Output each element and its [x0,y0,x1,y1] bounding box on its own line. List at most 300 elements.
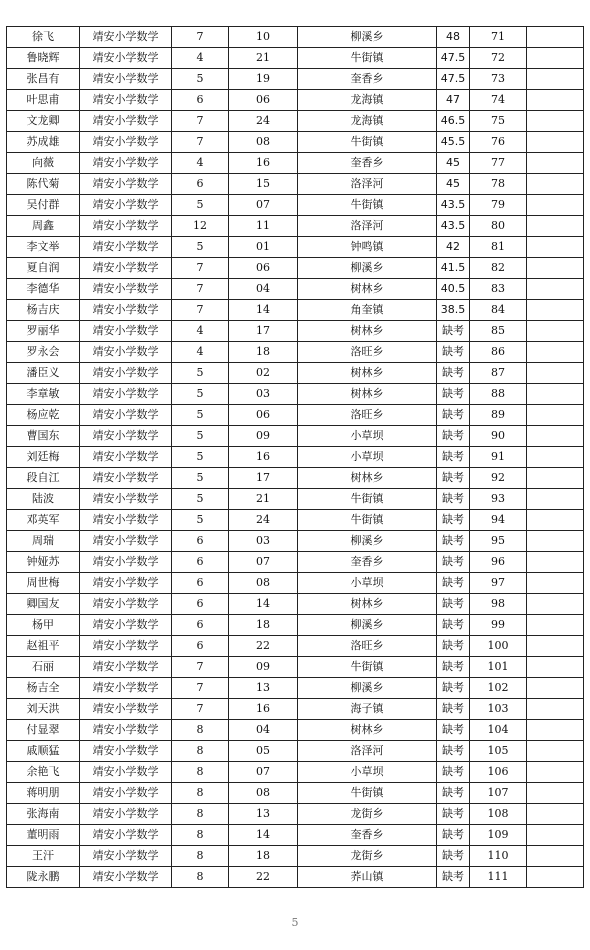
remark-cell [527,216,584,237]
name-cell: 文龙卿 [7,111,80,132]
rank-cell: 98 [470,594,527,615]
remark-cell [527,132,584,153]
remark-cell [527,300,584,321]
subject-cell: 靖安小学数学 [80,783,172,804]
township-cell: 小草坝 [298,447,437,468]
score-cell: 45 [437,174,470,195]
name-cell: 李文举 [7,237,80,258]
remark-cell [527,27,584,48]
township-cell: 洛泽河 [298,174,437,195]
township-cell: 洛泽河 [298,216,437,237]
score-cell: 缺考 [437,783,470,804]
remark-cell [527,762,584,783]
rank-cell: 93 [470,489,527,510]
subject-cell: 靖安小学数学 [80,132,172,153]
remark-cell [527,90,584,111]
remark-cell [527,594,584,615]
subject-cell: 靖安小学数学 [80,69,172,90]
seat-cell: 16 [229,447,298,468]
seat-cell: 09 [229,657,298,678]
subject-cell: 靖安小学数学 [80,153,172,174]
exam-room-cell: 5 [172,384,229,405]
township-cell: 小草坝 [298,426,437,447]
table-row [7,216,584,237]
exam-room-cell: 6 [172,90,229,111]
township-cell: 奎香乡 [298,552,437,573]
subject-cell: 靖安小学数学 [80,699,172,720]
rank-cell: 108 [470,804,527,825]
table-row [7,783,584,804]
name-cell: 杨吉庆 [7,300,80,321]
remark-cell [527,48,584,69]
score-cell: 缺考 [437,510,470,531]
name-cell: 段自江 [7,468,80,489]
score-cell: 缺考 [437,741,470,762]
table-row [7,531,584,552]
table-row [7,258,584,279]
remark-cell [527,153,584,174]
seat-cell: 08 [229,132,298,153]
seat-cell: 14 [229,300,298,321]
table-row [7,27,584,48]
township-cell: 牛街镇 [298,657,437,678]
score-cell: 45.5 [437,132,470,153]
name-cell: 周鑫 [7,216,80,237]
seat-cell: 13 [229,804,298,825]
table-row [7,426,584,447]
remark-cell [527,279,584,300]
name-cell: 曹国东 [7,426,80,447]
table-row [7,489,584,510]
remark-cell [527,699,584,720]
name-cell: 向薇 [7,153,80,174]
exam-room-cell: 8 [172,867,229,888]
rank-cell: 72 [470,48,527,69]
seat-cell: 17 [229,468,298,489]
rank-cell: 109 [470,825,527,846]
score-cell: 缺考 [437,342,470,363]
score-cell: 缺考 [437,573,470,594]
exam-room-cell: 6 [172,174,229,195]
name-cell: 刘廷梅 [7,447,80,468]
subject-cell: 靖安小学数学 [80,825,172,846]
seat-cell: 07 [229,762,298,783]
seat-cell: 08 [229,783,298,804]
name-cell: 卿国友 [7,594,80,615]
township-cell: 树林乡 [298,594,437,615]
subject-cell: 靖安小学数学 [80,489,172,510]
exam-room-cell: 4 [172,48,229,69]
township-cell: 树林乡 [298,720,437,741]
remark-cell [527,552,584,573]
remark-cell [527,321,584,342]
township-cell: 洛旺乡 [298,636,437,657]
exam-room-cell: 8 [172,804,229,825]
table-row [7,510,584,531]
exam-room-cell: 5 [172,489,229,510]
exam-room-cell: 8 [172,741,229,762]
exam-room-cell: 4 [172,321,229,342]
seat-cell: 16 [229,699,298,720]
score-cell: 47.5 [437,48,470,69]
exam-room-cell: 5 [172,468,229,489]
score-cell: 缺考 [437,531,470,552]
rank-cell: 74 [470,90,527,111]
seat-cell: 18 [229,342,298,363]
seat-cell: 02 [229,363,298,384]
table-row [7,69,584,90]
score-cell: 43.5 [437,216,470,237]
township-cell: 牛街镇 [298,489,437,510]
table-row [7,846,584,867]
name-cell: 张昌有 [7,69,80,90]
township-cell: 树林乡 [298,468,437,489]
seat-cell: 08 [229,573,298,594]
table-row [7,300,584,321]
rank-cell: 94 [470,510,527,531]
table-row [7,195,584,216]
remark-cell [527,342,584,363]
subject-cell: 靖安小学数学 [80,174,172,195]
table-row [7,867,584,888]
seat-cell: 14 [229,825,298,846]
table-row [7,678,584,699]
subject-cell: 靖安小学数学 [80,90,172,111]
subject-cell: 靖安小学数学 [80,300,172,321]
score-cell: 缺考 [437,636,470,657]
table-row [7,825,584,846]
township-cell: 角奎镇 [298,300,437,321]
rank-cell: 77 [470,153,527,174]
seat-cell: 16 [229,153,298,174]
score-cell: 缺考 [437,384,470,405]
score-cell: 缺考 [437,678,470,699]
seat-cell: 07 [229,195,298,216]
table-row [7,720,584,741]
township-cell: 柳溪乡 [298,678,437,699]
township-cell: 小草坝 [298,762,437,783]
remark-cell [527,468,584,489]
name-cell: 钟娅苏 [7,552,80,573]
seat-cell: 11 [229,216,298,237]
name-cell: 鲁晓辉 [7,48,80,69]
rank-cell: 86 [470,342,527,363]
seat-cell: 09 [229,426,298,447]
remark-cell [527,489,584,510]
table-row [7,174,584,195]
name-cell: 戚顺猛 [7,741,80,762]
score-cell: 缺考 [437,762,470,783]
table-row [7,363,584,384]
subject-cell: 靖安小学数学 [80,447,172,468]
table-row [7,804,584,825]
subject-cell: 靖安小学数学 [80,636,172,657]
remark-cell [527,783,584,804]
table-row [7,594,584,615]
subject-cell: 靖安小学数学 [80,216,172,237]
rank-cell: 76 [470,132,527,153]
exam-room-cell: 6 [172,573,229,594]
remark-cell [527,237,584,258]
rank-cell: 87 [470,363,527,384]
township-cell: 树林乡 [298,384,437,405]
remark-cell [527,573,584,594]
score-cell: 缺考 [437,426,470,447]
name-cell: 王汗 [7,846,80,867]
rank-cell: 91 [470,447,527,468]
subject-cell: 靖安小学数学 [80,846,172,867]
township-cell: 龙海镇 [298,90,437,111]
rank-cell: 89 [470,405,527,426]
rank-cell: 73 [470,69,527,90]
score-cell: 缺考 [437,846,470,867]
township-cell: 牛街镇 [298,48,437,69]
exam-room-cell: 5 [172,363,229,384]
seat-cell: 22 [229,867,298,888]
exam-room-cell: 5 [172,195,229,216]
remark-cell [527,615,584,636]
rank-cell: 84 [470,300,527,321]
exam-room-cell: 7 [172,27,229,48]
seat-cell: 06 [229,90,298,111]
score-cell: 缺考 [437,720,470,741]
rank-cell: 92 [470,468,527,489]
exam-room-cell: 6 [172,531,229,552]
name-cell: 陇永鹏 [7,867,80,888]
remark-cell [527,741,584,762]
score-cell: 41.5 [437,258,470,279]
name-cell: 罗永会 [7,342,80,363]
seat-cell: 18 [229,846,298,867]
rank-cell: 83 [470,279,527,300]
rank-cell: 88 [470,384,527,405]
seat-cell: 06 [229,258,298,279]
remark-cell [527,69,584,90]
township-cell: 树林乡 [298,363,437,384]
score-cell: 42 [437,237,470,258]
table-row [7,447,584,468]
score-cell: 缺考 [437,321,470,342]
seat-cell: 03 [229,531,298,552]
rank-cell: 111 [470,867,527,888]
subject-cell: 靖安小学数学 [80,27,172,48]
name-cell: 罗丽华 [7,321,80,342]
table-row [7,111,584,132]
name-cell: 夏自润 [7,258,80,279]
subject-cell: 靖安小学数学 [80,48,172,69]
name-cell: 苏成雄 [7,132,80,153]
subject-cell: 靖安小学数学 [80,594,172,615]
exam-room-cell: 12 [172,216,229,237]
table-row [7,279,584,300]
seat-cell: 21 [229,489,298,510]
rank-cell: 85 [470,321,527,342]
subject-cell: 靖安小学数学 [80,741,172,762]
subject-cell: 靖安小学数学 [80,279,172,300]
name-cell: 陆波 [7,489,80,510]
name-cell: 陈代菊 [7,174,80,195]
exam-room-cell: 8 [172,783,229,804]
township-cell: 柳溪乡 [298,27,437,48]
township-cell: 树林乡 [298,321,437,342]
score-cell: 47 [437,90,470,111]
township-cell: 海子镇 [298,699,437,720]
subject-cell: 靖安小学数学 [80,867,172,888]
seat-cell: 01 [229,237,298,258]
name-cell: 杨甲 [7,615,80,636]
seat-cell: 15 [229,174,298,195]
seat-cell: 10 [229,27,298,48]
table-row [7,636,584,657]
score-cell: 45 [437,153,470,174]
subject-cell: 靖安小学数学 [80,552,172,573]
township-cell: 牛街镇 [298,132,437,153]
score-cell: 缺考 [437,867,470,888]
exam-room-cell: 7 [172,678,229,699]
table-row [7,615,584,636]
score-cell: 46.5 [437,111,470,132]
rank-cell: 81 [470,237,527,258]
township-cell: 牛街镇 [298,510,437,531]
remark-cell [527,825,584,846]
township-cell: 龙海镇 [298,111,437,132]
table-row [7,237,584,258]
score-cell: 缺考 [437,447,470,468]
rank-cell: 82 [470,258,527,279]
seat-cell: 24 [229,111,298,132]
rank-cell: 103 [470,699,527,720]
score-cell: 缺考 [437,804,470,825]
township-cell: 奎香乡 [298,69,437,90]
exam-room-cell: 7 [172,279,229,300]
table-row [7,405,584,426]
subject-cell: 靖安小学数学 [80,237,172,258]
remark-cell [527,846,584,867]
subject-cell: 靖安小学数学 [80,531,172,552]
subject-cell: 靖安小学数学 [80,384,172,405]
exam-room-cell: 7 [172,111,229,132]
score-cell: 38.5 [437,300,470,321]
name-cell: 周世梅 [7,573,80,594]
township-cell: 柳溪乡 [298,531,437,552]
seat-cell: 24 [229,510,298,531]
remark-cell [527,657,584,678]
township-cell: 奎香乡 [298,153,437,174]
remark-cell [527,447,584,468]
remark-cell [527,678,584,699]
name-cell: 李德华 [7,279,80,300]
rank-cell: 102 [470,678,527,699]
seat-cell: 03 [229,384,298,405]
exam-room-cell: 6 [172,552,229,573]
rank-cell: 80 [470,216,527,237]
name-cell: 叶思甫 [7,90,80,111]
township-cell: 柳溪乡 [298,615,437,636]
subject-cell: 靖安小学数学 [80,678,172,699]
score-cell: 缺考 [437,468,470,489]
score-cell: 缺考 [437,594,470,615]
township-cell: 牛街镇 [298,783,437,804]
score-cell: 47.5 [437,69,470,90]
score-cell: 40.5 [437,279,470,300]
seat-cell: 04 [229,720,298,741]
seat-cell: 14 [229,594,298,615]
rank-cell: 101 [470,657,527,678]
score-cell: 缺考 [437,825,470,846]
exam-room-cell: 8 [172,846,229,867]
rank-cell: 105 [470,741,527,762]
subject-cell: 靖安小学数学 [80,657,172,678]
subject-cell: 靖安小学数学 [80,510,172,531]
subject-cell: 靖安小学数学 [80,363,172,384]
township-cell: 洛旺乡 [298,405,437,426]
exam-room-cell: 6 [172,636,229,657]
township-cell: 龙街乡 [298,804,437,825]
rank-cell: 100 [470,636,527,657]
table-row [7,48,584,69]
name-cell: 邓英军 [7,510,80,531]
township-cell: 洛泽河 [298,741,437,762]
subject-cell: 靖安小学数学 [80,405,172,426]
rank-cell: 97 [470,573,527,594]
subject-cell: 靖安小学数学 [80,762,172,783]
table-row [7,342,584,363]
score-cell: 缺考 [437,363,470,384]
township-cell: 荞山镇 [298,867,437,888]
exam-room-cell: 7 [172,300,229,321]
name-cell: 吴付群 [7,195,80,216]
seat-cell: 21 [229,48,298,69]
subject-cell: 靖安小学数学 [80,468,172,489]
seat-cell: 19 [229,69,298,90]
score-cell: 缺考 [437,405,470,426]
table-row [7,657,584,678]
remark-cell [527,531,584,552]
seat-cell: 05 [229,741,298,762]
remark-cell [527,405,584,426]
subject-cell: 靖安小学数学 [80,111,172,132]
subject-cell: 靖安小学数学 [80,321,172,342]
exam-room-cell: 7 [172,657,229,678]
seat-cell: 22 [229,636,298,657]
remark-cell [527,720,584,741]
exam-room-cell: 8 [172,762,229,783]
score-cell: 缺考 [437,552,470,573]
name-cell: 李章敏 [7,384,80,405]
name-cell: 徐飞 [7,27,80,48]
township-cell: 树林乡 [298,279,437,300]
seat-cell: 13 [229,678,298,699]
township-cell: 奎香乡 [298,825,437,846]
subject-cell: 靖安小学数学 [80,195,172,216]
exam-room-cell: 5 [172,426,229,447]
score-cell: 48 [437,27,470,48]
exam-room-cell: 5 [172,447,229,468]
score-cell: 43.5 [437,195,470,216]
table-row [7,468,584,489]
table-row [7,741,584,762]
table-body [7,27,584,888]
table-row [7,762,584,783]
remark-cell [527,258,584,279]
rank-cell: 71 [470,27,527,48]
rank-cell: 78 [470,174,527,195]
exam-room-cell: 5 [172,237,229,258]
subject-cell: 靖安小学数学 [80,342,172,363]
rank-cell: 90 [470,426,527,447]
name-cell: 潘臣义 [7,363,80,384]
subject-cell: 靖安小学数学 [80,720,172,741]
